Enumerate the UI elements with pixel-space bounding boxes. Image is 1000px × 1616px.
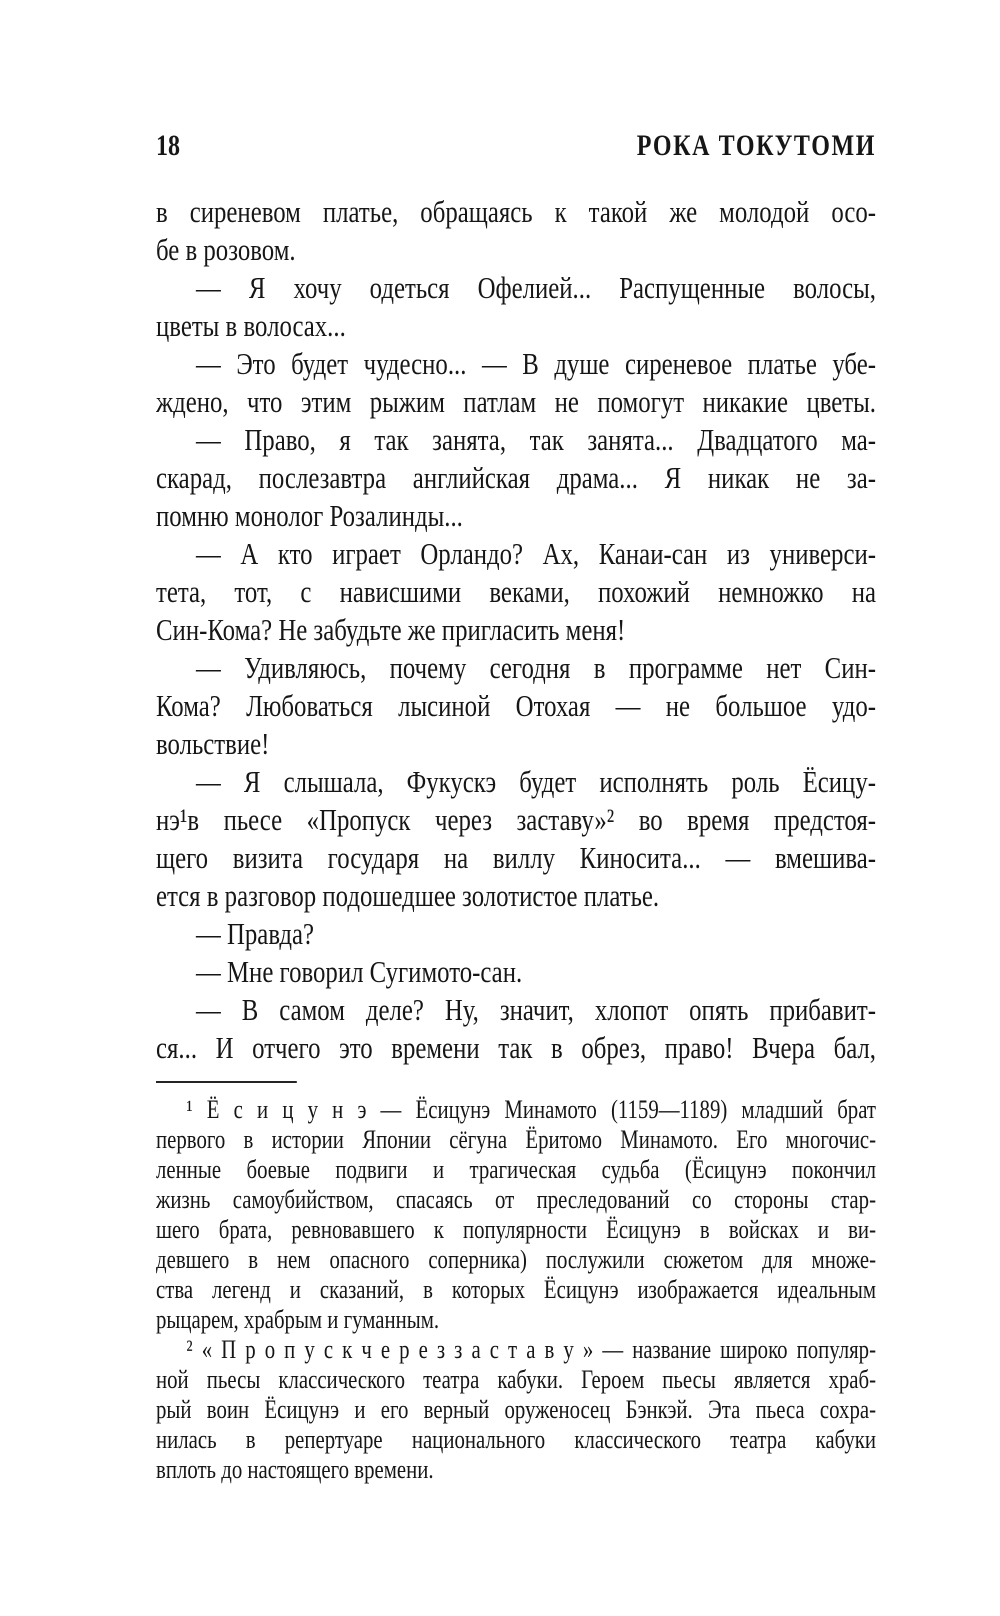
body-text — [156, 193, 876, 1067]
body-text-line: бе в розовом. — [156, 232, 296, 267]
body-text-line: — Мне говорил Сугимото-сан. — [196, 954, 523, 989]
body-text-line: — Я слышала, Фукускэ будет исполнять роль Ёсицу- — [196, 764, 876, 799]
body-text-line: ется в разговор подошедшее золотистое платье. — [156, 878, 660, 913]
page-number: 18 — [156, 129, 180, 162]
running-head-title: РОКА ТОКУТОМИ — [636, 129, 876, 162]
footnote-text-line: шего брата, ревновавшего к популярности Ёсицунэ в войсках и ви- — [156, 1215, 876, 1244]
body-text-line: Кома? Любоваться лысиной Отохая — не большое удо- — [156, 688, 876, 723]
body-text-line: — Я хочу одеться Офелией... Распущенные волосы, — [196, 270, 876, 305]
body-text-line: ждено, что этим рыжим патлам не помогут никакие цветы. — [156, 384, 876, 419]
body-text-line: вольствие! — [156, 726, 270, 761]
body-text-line: нэ¹в пьесе «Пропуск через заставу»² во время предстоя- — [156, 802, 876, 837]
body-text-line: в сиреневом платье, обращаясь к такой же молодой осо- — [156, 194, 876, 229]
footnote-separator — [156, 1081, 297, 1083]
body-text-line: цветы в волосах... — [156, 308, 346, 343]
body-text-line: — Правда? — [196, 916, 315, 951]
footnote-text-line: жизнь самоубийством, спасаясь от преследований со стороны стар- — [156, 1185, 876, 1214]
footnote-text-line: вплоть до настоящего времени. — [156, 1455, 434, 1484]
footnote-text-line: ² « П р о п у с к ч е р е з з а с т а в у » — название широко популяр- — [186, 1335, 876, 1364]
body-text-line: ся... И отчего это времени так в обрез, право! Вчера бал, — [156, 1030, 876, 1065]
footnote-text-line: ства легенд и сказаний, в которых Ёсицунэ изображается идеальным — [156, 1275, 876, 1304]
body-text-line: — А кто играет Орландо? Ах, Канаи-сан из универси- — [196, 536, 876, 571]
footnote-text-line: нилась в репертуаре национального классического театра кабуки — [156, 1425, 876, 1454]
footnote-text-line: рый воин Ёсицунэ и его верный оруженосец Бэнкэй. Эта пьеса сохра- — [156, 1395, 876, 1424]
body-text-line: — В самом деле? Ну, значит, хлопот опять прибавит- — [196, 992, 876, 1027]
footnote-text-line: девшего в нем опасного соперника) послужили сюжетом для множе- — [156, 1245, 876, 1274]
running-header — [156, 131, 876, 161]
body-text-line: тета, тот, с нависшими веками, похожий немножко на — [156, 574, 876, 609]
footnotes — [156, 1095, 876, 1485]
body-text-line: скарад, послезавтра английская драма... Я никак не за- — [156, 460, 876, 495]
footnote-text-line: ¹ Ё с и ц у н э — Ёсицунэ Минамото (1159—1189) младший брат — [186, 1095, 876, 1124]
body-text-line: — Удивляюсь, почему сегодня в программе нет Син- — [196, 650, 876, 685]
body-text-line: — Право, я так занята, так занята... Двадцатого ма- — [196, 422, 876, 457]
body-text-line: помню монолог Розалинды... — [156, 498, 463, 533]
footnote-text-line: рыцарем, храбрым и гуманным. — [156, 1305, 440, 1334]
footnote-text-line: ленные боевые подвиги и трагическая судьба (Ёсицунэ покончил — [156, 1155, 876, 1184]
footnote-text-line: первого в истории Японии сёгуна Ёритомо Минамото. Его многочис- — [156, 1125, 876, 1154]
body-text-line: Син-Кома? Не забудьте же пригласить меня! — [156, 612, 626, 647]
body-text-line: щего визита государя на виллу Киносита... — вмешива- — [156, 840, 876, 875]
page-content — [156, 131, 876, 1485]
body-text-line: — Это будет чудесно... — В душе сиреневое платье убе- — [196, 346, 876, 381]
footnote-text-line: ной пьесы классического театра кабуки. Героем пьесы является храб- — [156, 1365, 876, 1394]
